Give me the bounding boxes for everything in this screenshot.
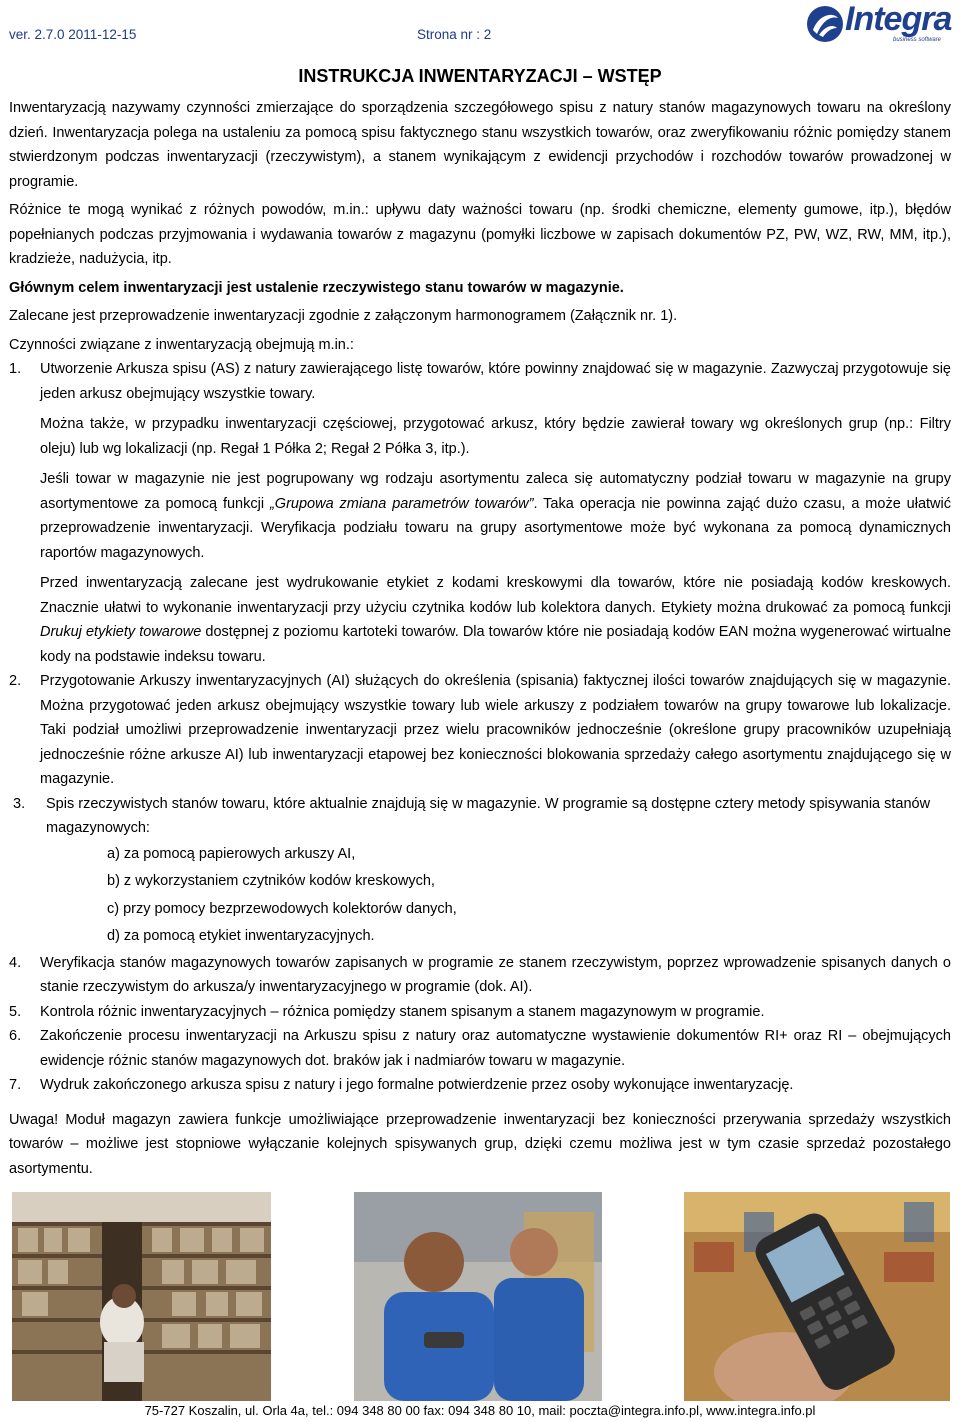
methods-list	[107, 841, 951, 951]
step-1-text: Utworzenie Arkusza spisu (AS) z natury zawierającego listę towarów, które powinny znajdować się w magazynie. Zazwyczaj przygotowuje się jeden arkusz obejmujący wszystkie towary.	[40, 361, 951, 402]
method-item: a) za pomocą papierowych arkuszy AI,	[107, 845, 356, 862]
document-body	[9, 96, 951, 1181]
list-number: 3.	[13, 795, 26, 812]
function-name: „Grupowa zmiana parametrów towarów”	[269, 495, 534, 512]
step-5-text: Kontrola różnic inwentaryzacyjnych – różnica pomiędzy stanem spisanym a stanem magazynowym w programie.	[40, 1003, 765, 1020]
list-number: 6.	[9, 1028, 22, 1044]
logo-swirl-icon	[805, 4, 845, 44]
page-title: INSTRUKCJA INWENTARYZACJI – WSTĘP	[298, 66, 662, 86]
list-number: 4.	[9, 954, 22, 971]
photo-strip	[0, 1192, 960, 1402]
page-footer: 75-727 Koszalin, ul. Orla 4a, tel.: 094 348 80 00 fax: 094 348 80 10, mail: poczta@integra.info.pl, www.integra.info.pl	[144, 1403, 816, 1418]
list-item	[9, 1073, 951, 1098]
function-name: Drukuj etykiety towarowe	[40, 624, 202, 640]
activities-heading: Czynności związane z inwentaryzacją obejmują m.in.:	[9, 336, 354, 353]
data-collector-photo	[684, 1192, 950, 1401]
list-number: 2.	[9, 673, 22, 689]
step-3-text: Spis rzeczywistych stanów towaru, które aktualnie znajdują się w magazynie. W programie są dostępne cztery metody spisywania stanów magazynowych:	[46, 795, 931, 836]
note-paragraph: Uwaga! Moduł magazyn zawiera funkcje umożliwiające przeprowadzenie inwentaryzacji bez konieczności przerywania sprzedaży wszystkich towarów – możliwe jest stopniowe wyłączanie kolejnych spisywanych grup, dzięki czemu możliwa jest w tym czasie sprzedaż pozostałego asortymentu.	[9, 1111, 951, 1177]
step-1-labels: Przed inwentaryzacją zalecane jest wydrukowanie etykiet z kodami kreskowymi dla towarów, które nie posiadają kodów kreskowych. Znacznie ułatwi to wykonanie inwentaryzacji przy użyciu czytnika kodów lub kolektora danych. Etykiety można drukować za pomocą funkcji Drukuj etykiety towarowe dostępnej z poziomu kartoteki towarów. Dla towarów które nie posiadają kodów EAN można wygenerować wirtualne kody na podstawie indeksu towaru.	[40, 575, 952, 665]
logo-wordmark: Integra	[845, 0, 952, 38]
logo-tagline: business software	[893, 37, 942, 43]
list-item	[9, 1024, 951, 1073]
step-2-text: Przygotowanie Arkuszy inwentaryzacyjnych (AI) służących do określenia (spisania) faktycznej ilości towarów znajdujących się w magazynie. Można przygotować jeden arkusz obejmujący wszystkie towary lub wiele arkuszy z podziałem towarów na grupy towarowe lub lokalizacje. Taki podział umożliwi przeprowadzenie inwentaryzacji przez wielu pracowników jednocześnie (określone grupy pracowników uzupełniają jednocześnie różne arkusze AI) lub inwentaryzacji etapowej bez konieczności blokowania sprzedaży całego asortymentu znajdującego się w magazynie.	[40, 673, 951, 787]
list-item	[9, 951, 951, 1000]
method-item: b) z wykorzystaniem czytników kodów kreskowych,	[107, 873, 435, 889]
list-number: 7.	[9, 1077, 22, 1093]
step-1-partial: Można także, w przypadku inwentaryzacji częściowej, przygotować arkusz, który będzie zawierał towary wg określonych grup (np.: Filtry oleju) lub wg lokalizacji (np. Regał 1 Półka 2; Regał 2 Półka 3, itp.).	[40, 416, 951, 457]
intro-paragraph: Inwentaryzacją nazywamy czynności zmierzające do sporządzenia szczegółowego spisu z natury stanów magazynowych towaru na określony dzień. Inwentaryzacja polega na ustaleniu za pomocą spisu faktycznego stanu wszystkich towarów, oraz zweryfikowaniu różnic pomiędzy stanem stwierdzonym podczas inwentaryzacji (rzeczywistym), a stanem wynikającym z ewidencji przychodów i rozchodów towarów prowadzonej w programie.	[9, 100, 951, 190]
warehouse-workers-photo	[354, 1192, 602, 1401]
goal-paragraph: Głównym celem inwentaryzacji jest ustalenie rzeczywistego stanu towarów w magazynie.	[9, 279, 624, 296]
list-number: 1.	[9, 361, 22, 377]
list-item	[9, 1000, 951, 1025]
page-number: Strona nr : 2	[417, 27, 492, 42]
step-4-text: Weryfikacja stanów magazynowych towarów zapisanych w programie ze stanem rzeczywistym, poprzez wprowadzenie spisanych danych o stanie rzeczywistym do arkusza/y inwentaryzacyjnego w programie (dok. AI).	[40, 954, 951, 995]
list-item	[9, 792, 951, 841]
recommended-paragraph: Zalecane jest przeprowadzenie inwentaryzacji zgodnie z załączonym harmonogramem (Załącznik nr. 1).	[9, 308, 678, 324]
method-item: c) przy pomocy bezprzewodowych kolektorów danych,	[107, 900, 457, 917]
differences-paragraph: Różnice te mogą wynikać z różnych powodów, m.in.: upływu daty ważności towaru (np. środki chemiczne, elementy gumowe, itp.), błędów popełnianych podczas przyjmowania i wydawania towarów z magazynu (pomyłki liczbowe w zapisach dokumentów PZ, PW, WZ, RW, MM, itp.), kradzieże, nadużycia, itp.	[9, 202, 951, 267]
integra-logo	[805, 0, 955, 46]
list-item	[9, 357, 951, 669]
warehouse-shelves-photo	[12, 1192, 271, 1401]
step-6-text: Zakończenie procesu inwentaryzacji na Arkuszu spisu z natury oraz automatyczne wystawienie dokumentów RI+ oraz RI – obejmujących ewidencje różnic stanów magazynowych dot. braków jak i nadmiarów towaru w magazynie.	[40, 1028, 951, 1069]
list-item	[9, 669, 951, 792]
step-7-text: Wydruk zakończonego arkusza spisu z natury i jego formalne potwierdzenie przez osoby wykonujące inwentaryzację.	[40, 1077, 794, 1093]
method-item: d) za pomocą etykiet inwentaryzacyjnych.	[107, 928, 375, 944]
step-1-grouping: Jeśli towar w magazynie nie jest pogrupowany wg rodzaju asortymentu zaleca się automatyczny podział towaru w magazynie na grupy asortymentowe za pomocą funkcji „Grupowa zmiana parametrów towarów”. Taka operacja nie powinna zająć dużo czasu, a może ułatwić przeprowadzenie inwentaryzacji. Weryfikacja podziału towaru na grupy asortymentowe może być wykonana za pomocą dynamicznych raportów magazynowych.	[40, 471, 951, 561]
list-number: 5.	[9, 1003, 22, 1020]
version-info: ver. 2.7.0 2011-12-15	[9, 27, 137, 42]
page-header	[0, 0, 960, 60]
